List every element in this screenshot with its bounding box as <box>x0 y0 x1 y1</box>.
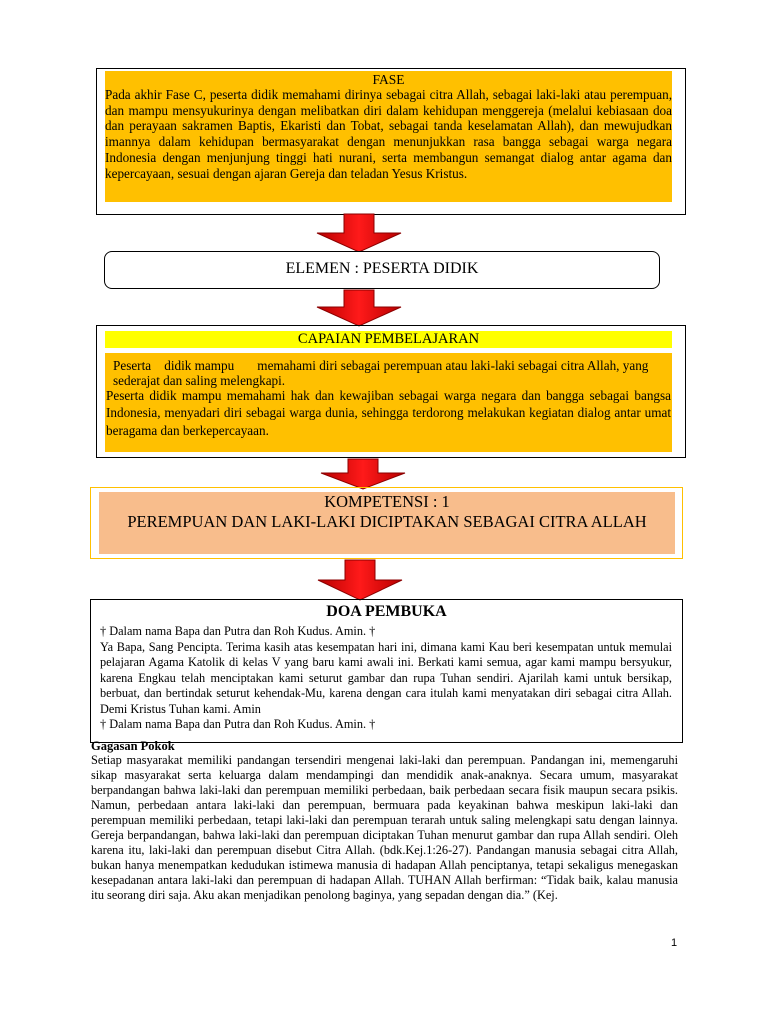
doa-line-opening: † Dalam nama Bapa dan Putra dan Roh Kudus. Amin. † <box>100 624 376 638</box>
doa-pembuka-body <box>100 624 672 733</box>
down-arrow-icon <box>315 213 403 253</box>
down-arrow-icon <box>315 289 403 327</box>
fase-title: FASE <box>372 72 405 87</box>
kompetensi-title: PEREMPUAN DAN LAKI-LAKI DICIPTAKAN SEBAGAI CITRA ALLAH <box>127 512 647 531</box>
fase-text: Pada akhir Fase C, peserta didik memahami dirinya sebagai citra Allah, sebagai laki-laki atau perempuan, dan mampu mensyukurinya dengan melibatkan diri dalam kehidupan menggereja (melalui kebiasaan doa dan perayaan sakramen Baptis, Ekaristi dan Tobat, sebagai tanda keselamatan Allah), dan mewujudkan imannya dalam kehidupan bermasyarakat dengan menunjukkan rasa bangga sebagai warga negara Indonesia dengan menjunjung tinggi hati nurani, serta membangun semangat dialog antar agama dan kepercayaan, sesuai dengan ajaran Gereja dan teladan Yesus Kristus. <box>105 87 672 181</box>
kompetensi-number: KOMPETENSI : 1 <box>324 492 450 511</box>
capaian-paragraph-1: Peserta didik mampu memahami diri sebagai perempuan atau laki-laki sebagai citra Allah, yang sederajat dan saling melengkapi. <box>113 358 652 388</box>
elemen-title: ELEMEN : PESERTA DIDIK <box>285 260 479 277</box>
page-number: 1 <box>671 937 678 949</box>
down-arrow-icon <box>316 559 404 601</box>
capaian-title: CAPAIAN PEMBELAJARAN <box>297 331 480 347</box>
gagasan-pokok-heading: Gagasan Pokok <box>91 739 175 753</box>
doa-line-closing: † Dalam nama Bapa dan Putra dan Roh Kudus. Amin. † <box>100 717 376 731</box>
doa-line-prayer: Ya Bapa, Sang Pencipta. Terima kasih atas kesempatan hari ini, dimana kami Kau beri kesempatan untuk memulai pelajaran Agama Katolik di kelas V yang baru kami awali ini. Berkati kami semua, agar kami mampu bersyukur, karena Engkau telah menciptakan kami seturut gambar dan rupa Tuhan sendiri. Ajarilah kami untuk bersikap, berbuat, dan bertindak seturut kehendak-Mu, karena dengan cara itulah kami menyatakan diri sebagai citra Allah. Demi Kristus Tuhan kami. Amin <box>100 639 672 716</box>
doa-pembuka-title: DOA PEMBUKA <box>326 603 447 620</box>
gagasan-pokok-text: Setiap masyarakat memiliki pandangan tersendiri mengenai laki-laki dan perempuan. Pandangan ini, memengaruhi sikap masyarakat serta keluarga dalam mendampingi dan mendidik anak-anaknya. Secara umum, masyarakat berpandangan bahwa laki-laki dan perempuan memiliki perbedaan, baik perbedaan secara fisik maupun secara psikis. Namun, perbedaan antara laki-laki dan perempuan, bermuara pada keyakinan bahwa meskipun laki-laki dan perempuan memiliki perbedaan, tetapi laki-laki dan perempuan terarah untuk saling melengkapi satu dengan lainnya. Gereja berpandangan, bahwa laki-laki dan perempuan diciptakan Tuhan menurut gambar dan rupa Allah sendiri. Oleh karena itu, laki-laki dan perempuan disebut Citra Allah. (bdk.Kej.1:26-27). Pandangan manusia sebagai citra Allah, bukan hanya menempatkan kedudukan istimewa manusia di hadapan Allah penciptanya, tetapi sekaligus menegaskan kesepadanan antara laki-laki dan perempuan di hadapan Allah. TUHAN Allah berfirman: “Tidak baik, kalau manusia itu seorang diri saja. Aku akan menjadikan penolong baginya, yang sepadan dengan dia.” (Kej. <box>91 753 678 902</box>
down-arrow-icon <box>319 458 407 490</box>
capaian-paragraph-2: Peserta didik mampu memahami hak dan kewajiban sebagai warga negara dan bangga sebagai bangsa Indonesia, menyadari diri sebagai warga dunia, sehingga terdorong melakukan kegiatan dialog antar umat beragama dan berkepercayaan. <box>106 388 671 438</box>
